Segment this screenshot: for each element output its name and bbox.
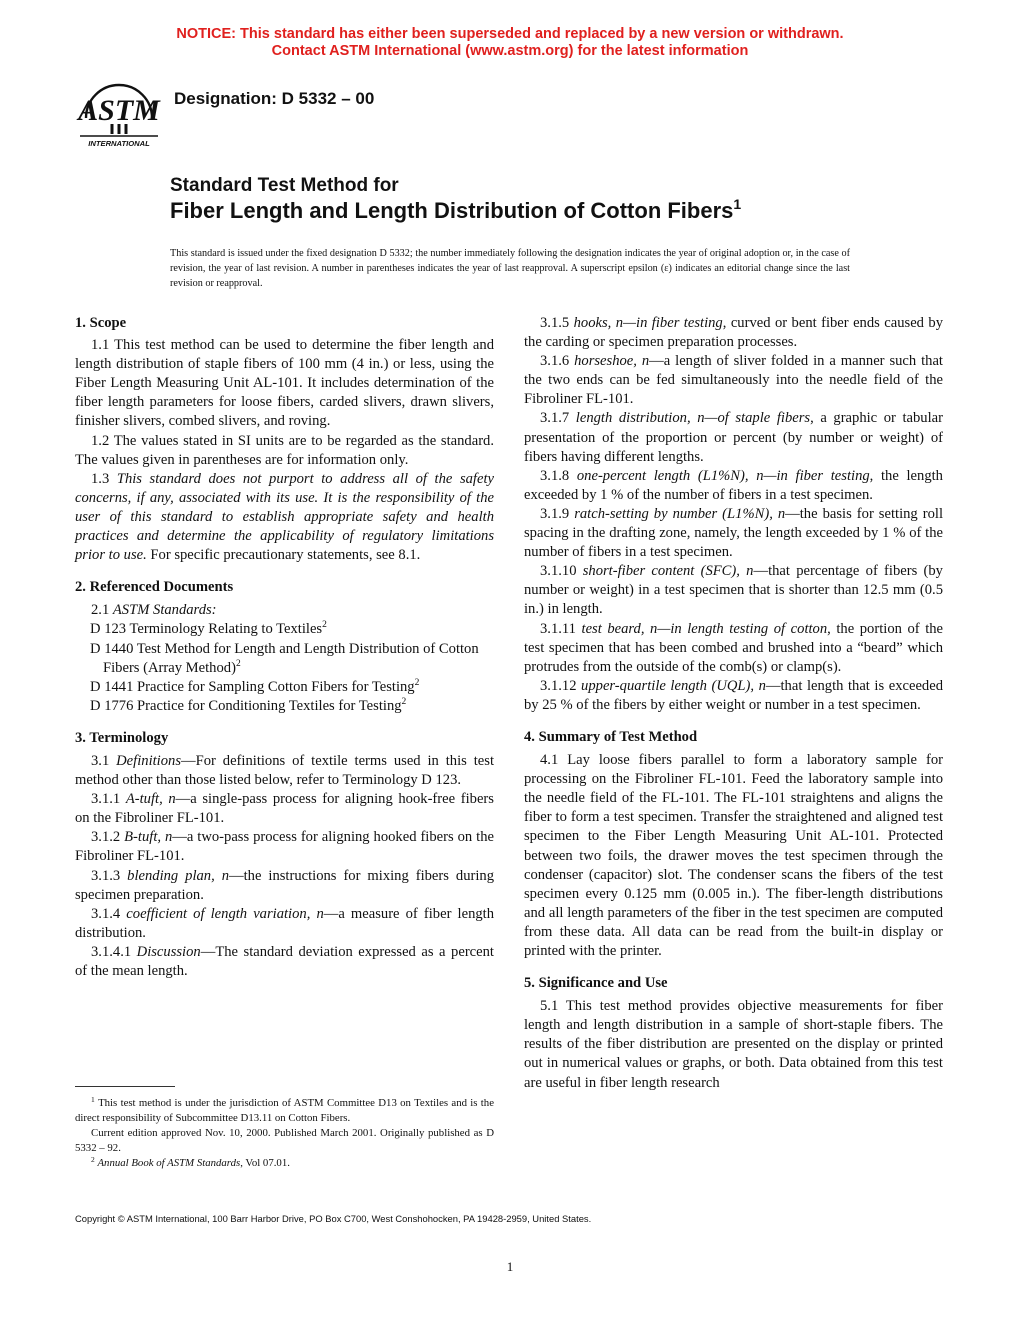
logo-text: INTERNATIONAL: [88, 139, 150, 148]
para-text: , the length exceeded by 1 % of the number of fibers in a test specimen.: [524, 467, 943, 503]
reference-d1440: [75, 640, 494, 678]
para-3-1-12: [524, 677, 943, 715]
issued-note: This standard is issued under the fixed designation D 5332; the number immediately following the designation indicates the year of original adoption or, in the case of revision, the year of last revision. A number in parentheses indicates the year of last reapproval. A superscript epsilon (ε) indicates an editorial change since the last revision or reapproval.: [170, 248, 850, 289]
copyright: Copyright © ASTM International, 100 Barr Harbor Drive, PO Box C700, West Conshohocken, PA 19428-2959, United States.: [75, 1213, 592, 1224]
para-5-1: 5.1 This test method provides objective measurements for fiber length and length distribution in a sample of short-staple fibers. The results of the fiber distribution are presented on the display or printed out in numerical values or graphs, or both. Data obtained from this test are useful in fiber length research: [524, 998, 943, 1091]
para-1-1: 1.1 This test method can be used to determine the fiber length and length distribution of staple fibers of 100 mm (4 in.) or less, using the Fiber Length Measuring Unit AL-101. It includes determination of the fiber length parameters for loose fibers, carded slivers, drawn slivers, finisher slivers, combed slivers, and roving.: [75, 337, 494, 430]
left-column: [75, 314, 494, 981]
para-3-1-6: [524, 352, 943, 409]
para-num: 3.1.3: [91, 867, 128, 884]
footnote-mark: 2: [235, 658, 241, 669]
footnote-text: This test method is under the jurisdiction of ASTM Committee D13 on Textiles and is the direct responsibility of Subcommittee D13.11 on Cotton Fibers.: [75, 1097, 494, 1124]
italic-text: length distribution, n—of staple fibers: [575, 410, 811, 427]
footnote-divider: [75, 1086, 175, 1087]
title-footnote-mark: 1: [733, 196, 742, 212]
italic-text: short-fiber content (SFC), n: [582, 563, 754, 580]
para-text: —that percentage of fibers (by number or weight) in a test specimen that is shorter than 12.5 mm (0.5 in.) in length.: [524, 563, 943, 618]
para-3-1-7: [524, 409, 943, 466]
italic-text: upper-quartile length (UQL), n: [581, 677, 766, 694]
reference-text: D 1776 Practice for Conditioning Textiles for Testing: [90, 697, 402, 714]
logo-letters: ASTM: [78, 94, 160, 127]
footnotes: [75, 1096, 494, 1171]
italic-text: ratch-setting by number (L1%N), n: [574, 505, 786, 522]
italic-text: one-percent length (L1%N), n—in fiber testing: [576, 467, 870, 484]
para-text: , curved or bent fiber ends caused by the carding or specimen preparation processes.: [524, 315, 943, 351]
para-num: 3.1.4.1: [91, 943, 137, 960]
page-number: 1: [506, 1259, 514, 1274]
para-num: 3.1.10: [540, 563, 583, 580]
notice-line-1: NOTICE: This standard has either been superseded and replaced by a new version or withdrawn.: [176, 26, 844, 42]
italic-text: blending plan, n: [127, 867, 230, 884]
para-num: 3.1.6: [540, 353, 575, 370]
para-text: —a length of sliver folded in a manner such that the two ends can be fed simultaneously into the needle field of the Fibroliner FL-101.: [524, 353, 943, 408]
para-3-1-2: [75, 828, 494, 866]
para-3-1-8: [524, 467, 943, 505]
para-3-1-9: [524, 505, 943, 562]
italic-text: test beard, n—in length testing of cotton: [581, 620, 828, 637]
footnote-mark: 2: [322, 620, 327, 631]
section-heading-significance: 5. Significance and Use: [524, 975, 668, 992]
para-num: 3.1.9: [540, 505, 575, 522]
para-num: 3.1.12: [540, 677, 582, 694]
italic-text: Annual Book of ASTM Standards: [97, 1157, 241, 1169]
right-column: [524, 314, 943, 1093]
reference-text: D 1441 Practice for Sampling Cotton Fibers for Testing: [90, 678, 415, 695]
para-num: 3.1.8: [540, 467, 577, 484]
para-3-1-10: [524, 562, 943, 619]
footnote-1: [75, 1096, 494, 1126]
section-heading-scope: 1. Scope: [75, 315, 127, 331]
para-num: 3.1.7: [540, 410, 576, 427]
para-text: —a measure of fiber length distribution.: [75, 905, 495, 941]
para-num: 3.1: [91, 752, 117, 769]
para-text: —the basis for setting roll spacing in the drafting zone, namely, the length exceeded by 1 % of the number of fibers in a test specimen.: [524, 505, 943, 561]
para-3-1: [75, 752, 494, 790]
para-num: 3.1.1: [91, 791, 126, 808]
italic-text: coefficient of length variation, n: [126, 905, 324, 922]
italic-text: B-tuft, n: [124, 829, 173, 846]
para-text: , a graphic or tabular presentation of the proportion or percent (by number or weight) of fibers having different lengths.: [524, 410, 943, 465]
footnote-mark: 2: [401, 696, 407, 707]
designation: Designation: D 5332 – 00: [174, 89, 375, 108]
para-3-1-3: [75, 867, 494, 905]
title-line-2: [170, 198, 741, 224]
notice-line-2: Contact ASTM International (www.astm.org) for the latest information: [271, 43, 749, 59]
section-heading-summary: 4. Summary of Test Method: [524, 728, 698, 745]
para-text: For specific precautionary statements, see 8.1.: [146, 547, 421, 564]
reference-d1441: [75, 678, 494, 697]
footnote-2: [75, 1156, 494, 1171]
para-3-1-4-1: [75, 943, 494, 981]
italic-text: Discussion: [136, 943, 201, 960]
italic-text: A-tuft, n: [125, 791, 176, 808]
para-1-2: 1.2 The values stated in SI units are to be regarded as the standard. The values given in parentheses are for information only.: [75, 432, 494, 468]
reference-d1776: [75, 697, 494, 716]
footnote-1-b: Current edition approved Nov. 10, 2000. Published March 2001. Originally published as D 5332 – 92.: [75, 1127, 494, 1154]
reference-text: D 123 Terminology Relating to Textiles: [90, 621, 323, 638]
para-num: 3.1.11: [540, 620, 582, 637]
footnote-mark: 2: [414, 677, 420, 688]
para-text: —the instructions for mixing fibers during specimen preparation.: [75, 867, 494, 903]
astm-international-logo-icon: [76, 76, 162, 152]
para-num: 3.1.4: [91, 905, 127, 922]
para-3-1-5: [524, 314, 943, 352]
section-heading-terminology: 3. Terminology: [75, 729, 169, 746]
title-text: Fiber Length and Length Distribution of Cotton Fibers: [170, 198, 734, 223]
para-text: —The standard deviation expressed as a percent of the mean length.: [75, 943, 494, 979]
para-text: —a two-pass process for aligning hooked fibers on the Fibroliner FL-101.: [75, 829, 494, 865]
italic-text: This standard does not purport to address all of the safety concerns, if any, associated with its use. It is the responsibility of the user of this standard to establish appropriate safety and health practices and determine the applicability of regulatory limitations prior to use.: [75, 470, 494, 564]
italic-text: ASTM Standards:: [112, 602, 217, 619]
para-text: —a single-pass process for aligning hook-free fibers on the Fibroliner FL-101.: [75, 791, 494, 827]
para-num: 3.1.5: [540, 315, 574, 331]
para-2-1: [75, 601, 494, 620]
para-num: 1.3: [91, 470, 117, 487]
footnote-mark: 2: [91, 1155, 95, 1164]
para-text: —For definitions of textile terms used in this test method other than those listed below, refer to Terminology D 123.: [75, 752, 494, 789]
footnote-text: , Vol 07.01.: [240, 1157, 290, 1169]
para-1-3: [75, 470, 494, 565]
footnote-mark: 1: [91, 1095, 95, 1104]
para-3-1-11: [524, 620, 943, 677]
para-4-1: 4.1 Lay loose fibers parallel to form a laboratory sample for processing on the Fibroliner FL-101. Feed the laboratory sample into the needle field of the FL-101. The FL-101 straightens and aligns the fiber to form a test specimen. Transfer the straightened and aligned test specimen to the Fiber Length Measuring Unit AL-101. Protected between two foils, the drawer moves the test specimen through the condenser (capacitor) slot. The condenser scans the fibers of the test specimen every 0.125 mm (0.005 in.). The fiber-length distributions and all length parameters of the fiber in the test specimen are computed from these data. All data can be read from the built-in display or printed with the printer.: [524, 752, 943, 959]
title-line-1: Standard Test Method for: [170, 175, 399, 196]
reference-text: D 1440 Test Method for Length and Length Distribution of Cotton Fibers (Array Method): [90, 640, 479, 676]
para-num: 3.1.2: [91, 829, 125, 846]
italic-text: horseshoe, n: [574, 353, 650, 370]
italic-text: hooks, n—in fiber testing: [573, 315, 723, 331]
para-text: —that length that is exceeded by 25 % of the fibers by either weight or number in a test specimen.: [524, 677, 943, 713]
para-3-1-4: [75, 905, 494, 943]
reference-d123: [75, 620, 494, 639]
withdrawn-notice: [0, 26, 1020, 60]
para-text: , the portion of the test specimen that has been combed and brushed into a “beard” which protrudes from the outside of the comb(s) or clamp(s).: [524, 620, 944, 675]
para-num: 2.1: [91, 602, 113, 619]
italic-text: Definitions: [116, 752, 182, 769]
section-heading-referenced-documents: 2. Referenced Documents: [75, 579, 234, 596]
para-3-1-1: [75, 790, 494, 828]
